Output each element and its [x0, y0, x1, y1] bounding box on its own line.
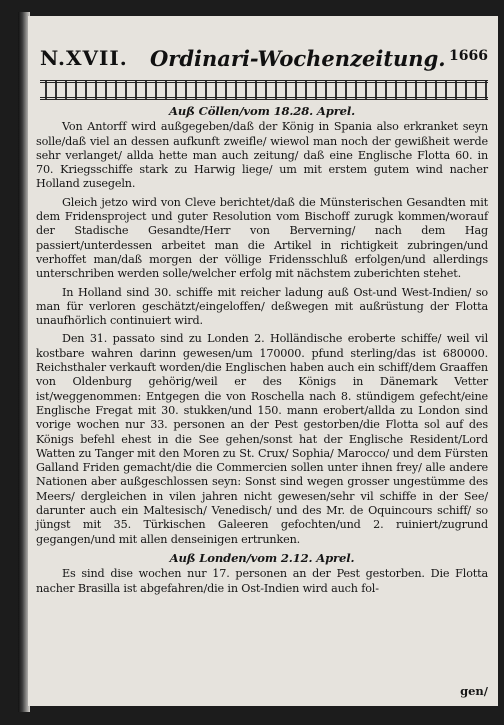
newspaper-title: Ordinari-Wochenzeitung. — [150, 46, 446, 71]
section-heading-cologne: Auß Cöllen/vom 18.28. Aprel. — [168, 104, 356, 118]
issue-year: 1666 — [449, 48, 488, 64]
paragraph: Es sind dise wochen nur 17. personen an der Pest gestorben. Die Flotta nacher Brasilla ist abgefahren/die in Ost-Indien wird auch fol- — [36, 567, 488, 595]
ornamental-rule — [40, 80, 488, 100]
newspaper-page — [28, 16, 498, 706]
paragraph: Von Antorff wird außgegeben/daß der König in Spania also erkranket seyn solle/daß viel an dessen aufkunft zweifle/ wiewol man noch der gewißheit werde sehr verlanget/ allda hette man auch zeitung/ daß eine Englische Flotta 60. in 70. Kriegsschiffe stark zu Harwig liege/ um mit erstem gutem wind nacher Holland zusegeln. — [36, 120, 488, 191]
paragraph: Den 31. passato sind zu Londen 2. Holländische eroberte schiffe/ weil vil kostbare wahren darinn gewesen/um 170000. pfund sterling/das ist 680000. Reichsthaler verkauft worden/die Englischen haben auch ein schiff/dem Graaffen von Oldenburg gehörig/weil er des Königs in Dänemark Vetter ist/weggenommen: Entgegen die von Roschella nach 8. stündigem gefecht/eine Englische Fregat mit 30. stukken/und 150. mann erobert/allda zu London sind vorige wochen nur 33. personen an der Pest gestorben/die Flotta sol auf des Königs befehl ehest in die See gehen/sonst hat der Englische Resident/Lord Watten zu Tanger mit den Moren zu St. Crux/ Sophia/ Marocco/ und dem Fürsten Galland Friden gemacht/die die Commercien sollen unter ihnen frey/ alle andere Nationen aber außgeschlossen seyn: Sonst sind wegen grosser ungestümme des Meers/ dergleichen in vilen jahren nicht gewesen/sehr vil schiffe in der See/ darunter auch ein Maltesisch/ Venedisch/ und des Mr. de Oquincours schiff/ so jüngst mit 35. Türkischen Galeeren gefochten/und 2. ruiniert/zugrund gegangen/und mit allen denseinigen ertrunken. — [36, 332, 488, 546]
paragraph: In Holland sind 30. schiffe mit reicher ladung auß Ost-und West-Indien/ so man für verloren geschätzt/eingeloffen/ deßwegen mit außrüstung der Flotta unaufhörlich continuiert wird. — [36, 285, 488, 328]
paragraph: Gleich jetzo wird von Cleve berichtet/daß die Münsterischen Gesandten mit dem Fridensproject und guter Resolution vom Bischoff zurugk kommen/worauf der Stadische Gesandte/Herr von Berverning/ nach dem Hag passiert/unterdessen arbeitet man die Artikel in richtigkeit zubringen/und verhoffet man/daß morgen der völlige Fridensschluß erfolgen/und allerdings unterschriben werden solle/welcher erfolg mit nächstem zuberichten stehet. — [36, 195, 488, 281]
article-body — [36, 104, 488, 600]
issue-number: N.XVII. — [40, 46, 128, 70]
masthead — [40, 46, 488, 74]
catchword: gen/ — [460, 684, 488, 698]
section-heading-london: Auß Londen/vom 2.12. Aprel. — [169, 550, 355, 565]
